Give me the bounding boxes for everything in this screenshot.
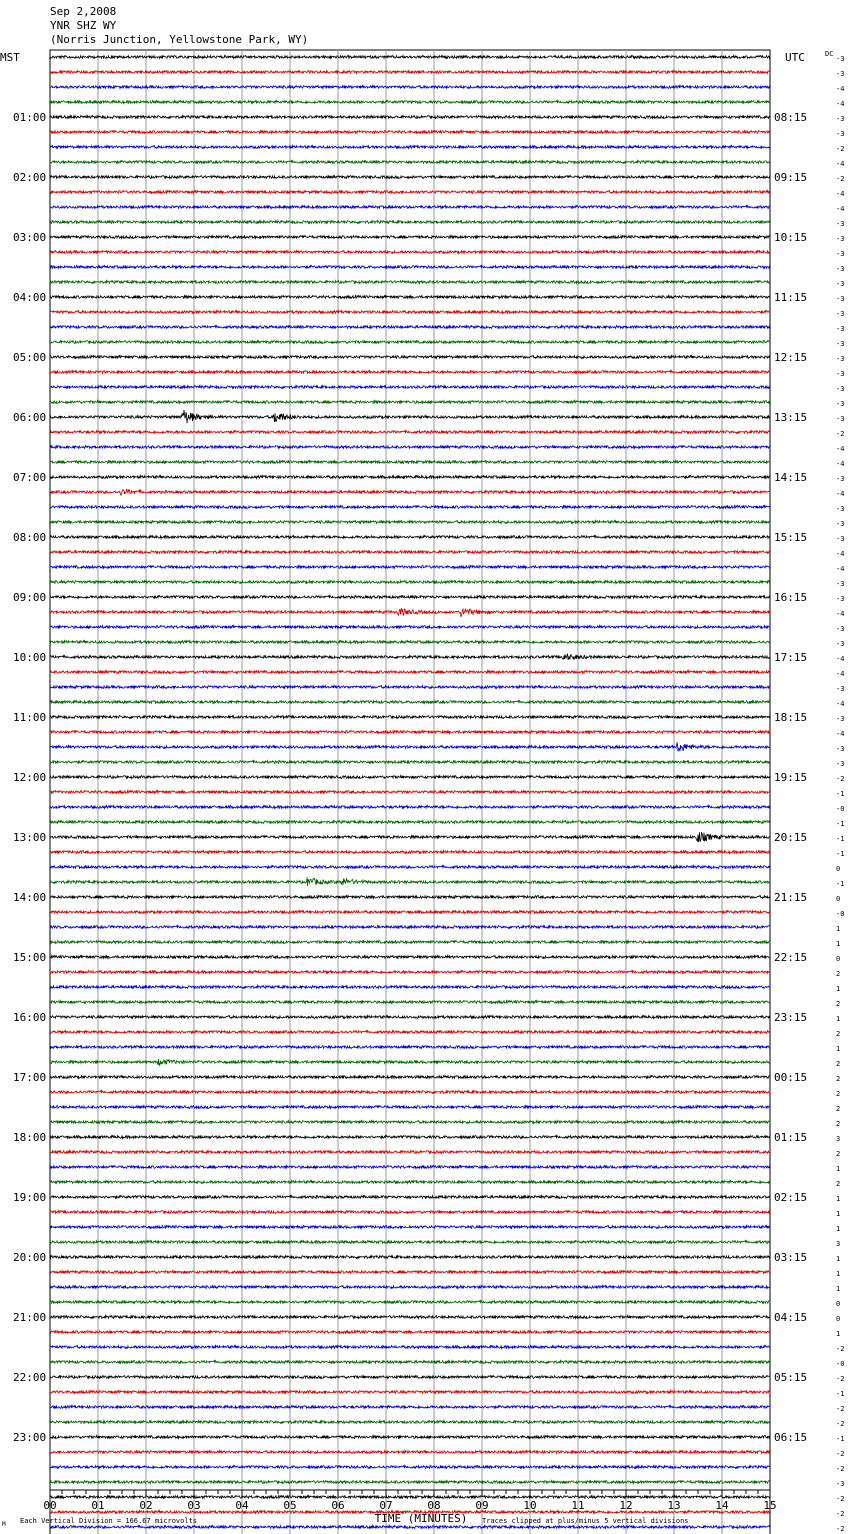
- utc-hour-label: 14:15: [774, 471, 808, 484]
- seismic-trace: [50, 1031, 770, 1034]
- x-tick-label: 10: [523, 1499, 537, 1512]
- seismic-trace: [50, 926, 770, 929]
- mst-hour-label: 06:00: [13, 411, 47, 424]
- dc-offset-label: -4: [836, 190, 845, 198]
- dc-offset-label: 2: [836, 1090, 841, 1098]
- utc-hour-label: 21:15: [774, 891, 808, 904]
- mst-hour-label: 03:00: [13, 231, 47, 244]
- dc-offset-label: 0: [836, 1300, 841, 1308]
- mst-hour-label: 22:00: [13, 1371, 47, 1384]
- seismic-trace: [50, 716, 770, 719]
- x-tick-label: 03: [187, 1499, 201, 1512]
- station-code: YNR SHZ WY: [50, 19, 117, 32]
- dc-offset-label: -1: [836, 820, 845, 828]
- dc-offset-label: -3: [836, 130, 845, 138]
- dc-offset-label: -3: [836, 265, 845, 273]
- dc-offset-label: -2: [836, 1525, 845, 1533]
- mst-hour-label: 10:00: [13, 651, 47, 664]
- seismic-trace: [50, 1301, 770, 1304]
- seismic-trace: [50, 821, 770, 824]
- x-tick-label: 15: [763, 1499, 777, 1512]
- dc-offset-label: -3: [836, 55, 845, 63]
- utc-hour-label: 05:15: [774, 1371, 808, 1384]
- dc-offset-label: -2: [836, 1465, 845, 1473]
- dc-offset-label: -2: [836, 430, 845, 438]
- dc-offset-label: 3: [836, 1135, 841, 1143]
- mst-hour-label: 11:00: [13, 711, 47, 724]
- seismic-trace: [50, 506, 770, 509]
- seismic-trace: [50, 431, 770, 434]
- seismic-trace: [50, 71, 770, 74]
- seismic-trace: [50, 476, 770, 479]
- dc-offset-label: -3: [836, 385, 845, 393]
- seismic-trace: [50, 446, 770, 449]
- dc-offset-label: 0: [836, 955, 841, 963]
- seismic-trace: [50, 1016, 770, 1019]
- seismic-trace: [50, 731, 770, 734]
- dc-offset-label: -1: [836, 850, 845, 858]
- dc-offset-label: -3: [836, 1480, 845, 1488]
- dc-offset-label: 2: [836, 1060, 841, 1068]
- dc-offset-label: 1: [836, 1165, 841, 1173]
- seismic-trace: [50, 626, 770, 629]
- dc-offset-label: -3: [836, 715, 845, 723]
- left-timezone-label: MST: [0, 51, 20, 64]
- dc-offset-label: 1: [836, 1210, 841, 1218]
- seismic-trace: [50, 896, 770, 899]
- dc-offset-label: 0: [836, 1315, 841, 1323]
- dc-offset-label: 1: [836, 925, 841, 933]
- seismic-trace: [50, 1226, 770, 1229]
- dc-offset-label: -4: [836, 100, 845, 108]
- seismic-trace: [50, 176, 770, 179]
- dc-offset-label: -2: [836, 1495, 845, 1503]
- seismic-trace: [50, 776, 770, 779]
- seismic-trace: [50, 191, 770, 194]
- seismic-trace: [50, 1136, 770, 1139]
- mst-hour-label: 15:00: [13, 951, 47, 964]
- seismic-trace: [50, 1059, 770, 1065]
- seismic-trace: [50, 878, 770, 887]
- mst-hour-label: 14:00: [13, 891, 47, 904]
- utc-hour-label: 00:15: [774, 1071, 808, 1084]
- seismic-trace: [50, 1271, 770, 1274]
- seismic-trace: [50, 1151, 770, 1154]
- dc-offset-label: -0: [836, 910, 845, 918]
- seismic-trace: [50, 986, 770, 989]
- seismic-trace: [50, 956, 770, 959]
- dc-offset-label: 0: [836, 895, 841, 903]
- seismic-trace: [50, 161, 770, 164]
- x-axis-title: TIME (MINUTES): [374, 1512, 468, 1525]
- mst-hour-label: 01:00: [13, 111, 47, 124]
- seismic-trace: [50, 1406, 770, 1409]
- seismic-trace: [50, 86, 770, 89]
- utc-hour-label: 13:15: [774, 411, 808, 424]
- dc-offset-label: -3: [836, 310, 845, 318]
- dc-offset-label: -1: [836, 790, 845, 798]
- mst-hour-label: 09:00: [13, 591, 47, 604]
- dc-offset-label: -3: [836, 115, 845, 123]
- dc-offset-label: -4: [836, 445, 845, 453]
- right-timezone-label: UTC: [785, 51, 805, 64]
- x-tick-label: 01: [91, 1499, 105, 1512]
- seismic-trace: [50, 581, 770, 584]
- x-tick-label: 09: [475, 1499, 489, 1512]
- seismic-trace: [50, 56, 770, 59]
- utc-hour-label: 01:15: [774, 1131, 808, 1144]
- dc-offset-label: -4: [836, 730, 845, 738]
- seismic-trace: [50, 866, 770, 869]
- seismic-trace: [50, 221, 770, 224]
- mst-hour-label: 07:00: [13, 471, 47, 484]
- dc-offset-label: 2: [836, 1075, 841, 1083]
- utc-hour-label: 19:15: [774, 771, 808, 784]
- seismic-trace: [50, 1391, 770, 1394]
- seismic-trace: [50, 1166, 770, 1169]
- mst-hour-label: 02:00: [13, 171, 47, 184]
- seismic-trace: [50, 1421, 770, 1424]
- seismic-trace: [50, 686, 770, 689]
- seismic-trace: [50, 236, 770, 239]
- dc-offset-label: -3: [836, 415, 845, 423]
- dc-offset-label: -2: [836, 1510, 845, 1518]
- seismic-trace: [50, 1046, 770, 1049]
- utc-hour-label: 15:15: [774, 531, 808, 544]
- mst-hour-label: 21:00: [13, 1311, 47, 1324]
- seismic-trace: [50, 536, 770, 539]
- dc-offset-label: -3: [836, 370, 845, 378]
- utc-hour-label: 03:15: [774, 1251, 808, 1264]
- seismic-trace: [50, 641, 770, 644]
- seismic-trace: [50, 911, 770, 914]
- utc-hour-label: 12:15: [774, 351, 808, 364]
- seismic-trace: [50, 566, 770, 569]
- seismic-trace: [50, 1526, 770, 1529]
- utc-hour-label: 17:15: [774, 651, 808, 664]
- dc-offset-label: -1: [836, 1390, 845, 1398]
- seismic-trace: [50, 1436, 770, 1439]
- mst-hour-label: 13:00: [13, 831, 47, 844]
- dc-offset-label: -4: [836, 670, 845, 678]
- dc-offset-label: 1: [836, 1195, 841, 1203]
- mst-hour-label: 08:00: [13, 531, 47, 544]
- mst-hour-label: 17:00: [13, 1071, 47, 1084]
- dc-offset-label: 1: [836, 940, 841, 948]
- dc-offset-label: -4: [836, 460, 845, 468]
- seismic-trace: [50, 1376, 770, 1379]
- seismic-trace: [50, 851, 770, 854]
- seismic-trace: [50, 341, 770, 344]
- dc-offset-label: -3: [836, 280, 845, 288]
- seismic-trace: [50, 1496, 770, 1499]
- dc-offset-label: -3: [836, 475, 845, 483]
- seismic-trace: [50, 521, 770, 524]
- dc-offset-label: -3: [836, 745, 845, 753]
- seismic-trace: [50, 116, 770, 119]
- dc-offset-label: -3: [836, 220, 845, 228]
- clip-note: Traces clipped at plus/minus 5 vertical divisions: [482, 1517, 689, 1525]
- seismic-trace: [50, 401, 770, 404]
- seismic-trace: [50, 410, 770, 423]
- dc-offset-label: -2: [836, 1375, 845, 1383]
- dc-offset-label: -4: [836, 700, 845, 708]
- x-tick-label: 08: [427, 1499, 441, 1512]
- seismic-trace: [50, 296, 770, 299]
- dc-offset-label: 2: [836, 1180, 841, 1188]
- mst-hour-label: 19:00: [13, 1191, 47, 1204]
- dc-offset-label: -2: [836, 145, 845, 153]
- seismic-trace: [50, 1211, 770, 1214]
- x-tick-label: 11: [571, 1499, 585, 1512]
- dc-offset-label: -3: [836, 595, 845, 603]
- utc-hour-label: 11:15: [774, 291, 808, 304]
- utc-hour-label: 06:15: [774, 1431, 808, 1444]
- seismic-trace: [50, 596, 770, 599]
- seismic-trace: [50, 1091, 770, 1094]
- dc-offset-label: -3: [836, 325, 845, 333]
- dc-offset-label: 2: [836, 1150, 841, 1158]
- station-location: (Norris Junction, Yellowstone Park, WY): [50, 33, 309, 46]
- seismic-trace: [50, 1361, 770, 1364]
- dc-offset-label: -3: [836, 505, 845, 513]
- seismic-trace: [50, 356, 770, 359]
- dc-offset-label: -4: [836, 490, 845, 498]
- dc-offset-label: -4: [836, 610, 845, 618]
- dc-offset-label: -3: [836, 520, 845, 528]
- dc-offset-label: -0: [836, 1360, 845, 1368]
- dc-offset-label: -3: [836, 340, 845, 348]
- mst-hour-label: 16:00: [13, 1011, 47, 1024]
- seismic-trace: [50, 1451, 770, 1454]
- seismic-trace: [50, 1001, 770, 1004]
- dc-offset-label: 2: [836, 1120, 841, 1128]
- seismic-trace: [50, 1076, 770, 1079]
- dc-offset-label: 3: [836, 1240, 841, 1248]
- seismic-trace: [50, 1106, 770, 1109]
- utc-hour-label: 08:15: [774, 111, 808, 124]
- seismic-trace: [50, 1481, 770, 1484]
- dc-offset-label: -4: [836, 205, 845, 213]
- dc-offset-label: -4: [836, 655, 845, 663]
- seismic-trace: [50, 671, 770, 674]
- x-tick-label: 07: [379, 1499, 393, 1512]
- seismic-trace: [50, 1181, 770, 1184]
- seismic-trace: [50, 1286, 770, 1289]
- seismic-trace: [50, 1331, 770, 1334]
- seismic-trace: [50, 806, 770, 809]
- utc-hour-label: 22:15: [774, 951, 808, 964]
- mst-hour-label: 12:00: [13, 771, 47, 784]
- x-tick-label: 12: [619, 1499, 633, 1512]
- dc-offset-label: 1: [836, 1255, 841, 1263]
- utc-hour-label: 04:15: [774, 1311, 808, 1324]
- dc-offset-label: -4: [836, 160, 845, 168]
- scale-note: Each Vertical Division = 166.67 microvolts: [20, 1517, 198, 1525]
- dc-offset-label: 1: [836, 1270, 841, 1278]
- seismic-trace: [50, 608, 770, 617]
- x-tick-label: 04: [235, 1499, 249, 1512]
- dc-offset-label: -3: [836, 295, 845, 303]
- x-tick-label: 14: [715, 1499, 729, 1512]
- seismic-trace: [50, 461, 770, 464]
- seismic-trace: [50, 1466, 770, 1469]
- seismic-trace: [50, 266, 770, 269]
- utc-hour-label: 20:15: [774, 831, 808, 844]
- seismic-trace: [50, 1121, 770, 1124]
- seismic-trace: [50, 743, 770, 752]
- dc-offset-label: 1: [836, 1330, 841, 1338]
- seismic-trace: [50, 206, 770, 209]
- dc-offset-label: 0: [836, 865, 841, 873]
- utc-hour-label: 23:15: [774, 1011, 808, 1024]
- dc-offset-label: -3: [836, 625, 845, 633]
- x-tick-label: 00: [43, 1499, 57, 1512]
- seismic-trace: [50, 1256, 770, 1259]
- utc-hour-label: 10:15: [774, 231, 808, 244]
- mst-hour-label: 20:00: [13, 1251, 47, 1264]
- seismic-trace: [50, 1241, 770, 1244]
- seismic-trace: [50, 101, 770, 104]
- dc-offset-label: -2: [836, 1420, 845, 1428]
- seismic-trace: [50, 489, 770, 495]
- dc-offset-label: -2: [836, 1345, 845, 1353]
- plot-date: Sep 2,2008: [50, 5, 117, 18]
- seismic-trace: [50, 326, 770, 329]
- dc-offset-label: -2: [836, 775, 845, 783]
- dc-offset-label: -4: [836, 550, 845, 558]
- dc-offset-label: 1: [836, 1285, 841, 1293]
- dc-offset-label: 1: [836, 985, 841, 993]
- seismic-trace: [50, 386, 770, 389]
- dc-offset-label: -2: [836, 1405, 845, 1413]
- seismic-trace: [50, 1346, 770, 1349]
- x-tick-label: 05: [283, 1499, 297, 1512]
- mst-hour-label: 23:00: [13, 1431, 47, 1444]
- dc-header-label: DC: [825, 50, 834, 58]
- utc-hour-label: 18:15: [774, 711, 808, 724]
- seismic-trace: [50, 832, 770, 842]
- dc-offset-label: -1: [836, 880, 845, 888]
- dc-offset-label: -3: [836, 355, 845, 363]
- dc-offset-label: -3: [836, 535, 845, 543]
- x-tick-label: 13: [667, 1499, 681, 1512]
- mst-hour-label: 04:00: [13, 291, 47, 304]
- utc-hour-label: 09:15: [774, 171, 808, 184]
- seismic-trace: [50, 551, 770, 554]
- dc-offset-label: -2: [836, 175, 845, 183]
- dc-offset-label: 1: [836, 1015, 841, 1023]
- mst-hour-label: 05:00: [13, 351, 47, 364]
- dc-offset-label: -4: [836, 85, 845, 93]
- seismic-trace: [50, 654, 770, 660]
- dc-offset-label: 2: [836, 1030, 841, 1038]
- x-tick-label: 06: [331, 1499, 345, 1512]
- dc-offset-label: 1: [836, 1225, 841, 1233]
- dc-offset-label: -3: [836, 235, 845, 243]
- dc-offset-label: 2: [836, 1000, 841, 1008]
- dc-offset-label: -2: [836, 1450, 845, 1458]
- seismic-trace: [50, 971, 770, 974]
- dc-offset-label: -3: [836, 580, 845, 588]
- seismic-trace: [50, 701, 770, 704]
- dc-offset-label: -3: [836, 400, 845, 408]
- seismic-trace: [50, 131, 770, 134]
- dc-offset-label: -4: [836, 565, 845, 573]
- mst-hour-label: 18:00: [13, 1131, 47, 1144]
- seismic-trace: [50, 1316, 770, 1319]
- corner-mark: M: [2, 1521, 6, 1528]
- seismic-trace: [50, 1196, 770, 1199]
- dc-offset-label: -1: [836, 1435, 845, 1443]
- dc-offset-label: 2: [836, 970, 841, 978]
- dc-offset-label: -1: [836, 835, 845, 843]
- seismic-trace: [50, 311, 770, 314]
- seismic-trace: [50, 941, 770, 944]
- utc-hour-label: 02:15: [774, 1191, 808, 1204]
- seismic-trace: [50, 761, 770, 764]
- seismic-trace: [50, 281, 770, 284]
- dc-offset-label: 1: [836, 1045, 841, 1053]
- utc-hour-label: 16:15: [774, 591, 808, 604]
- seismic-trace: [50, 791, 770, 794]
- seismic-trace: [50, 251, 770, 254]
- dc-offset-label: -0: [836, 805, 845, 813]
- dc-offset-label: -3: [836, 685, 845, 693]
- dc-offset-label: 2: [836, 1105, 841, 1113]
- x-tick-label: 02: [139, 1499, 153, 1512]
- dc-offset-label: -3: [836, 760, 845, 768]
- seismic-trace: [50, 371, 770, 374]
- dc-offset-label: -3: [836, 70, 845, 78]
- dc-offset-label: -3: [836, 250, 845, 258]
- seismic-trace: [50, 146, 770, 149]
- dc-offset-label: -3: [836, 640, 845, 648]
